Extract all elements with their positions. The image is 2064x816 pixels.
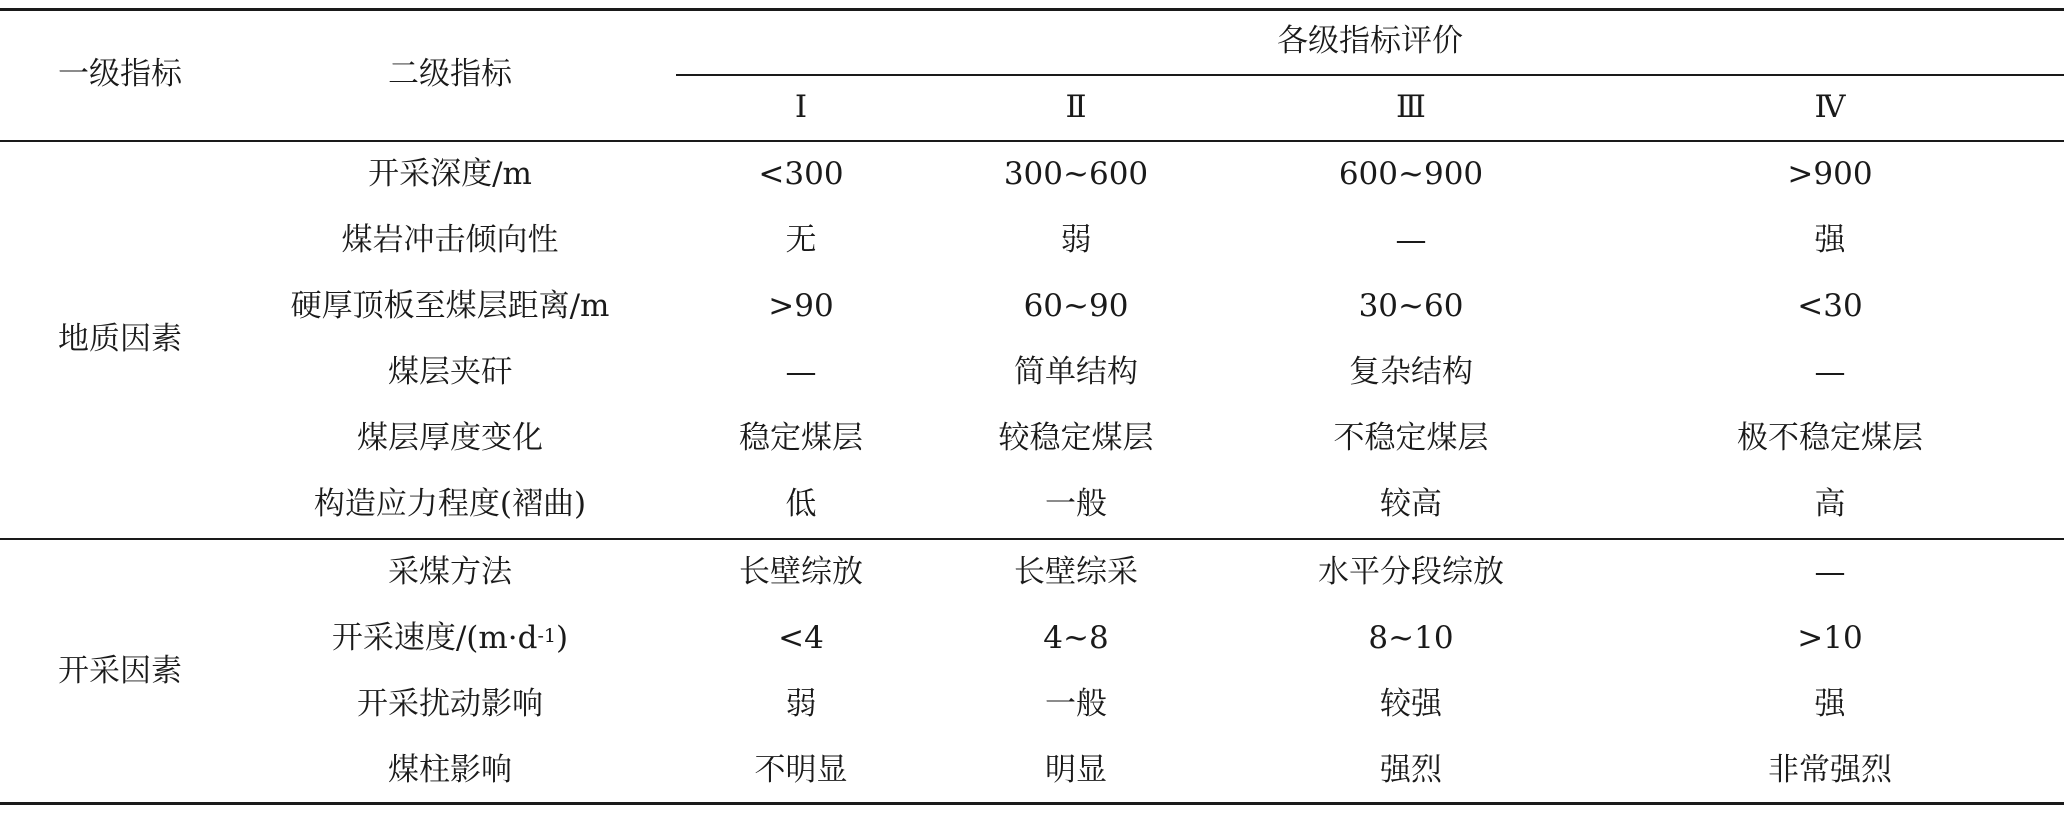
header-secondary-indicator: 二级指标 (388, 55, 512, 92)
row-indicator: 煤岩冲击倾向性 (341, 221, 559, 258)
cell-level-4: 极不稳定煤层 (1737, 419, 1923, 456)
cell-level-4: <30 (1797, 287, 1863, 324)
cell-level-2: 一般 (1045, 485, 1107, 522)
row-indicator-mining-speed: 开采速度/(m·d $^{-1}$ ) (331, 619, 569, 656)
cell-level-1: 长壁综放 (739, 553, 863, 590)
cell-level-2: 明显 (1045, 751, 1107, 788)
cell-level-1: 弱 (785, 685, 817, 722)
cell-level-4: >10 (1797, 619, 1863, 656)
cell-level-4: 强 (1814, 221, 1846, 258)
cell-level-3: 8~10 (1368, 619, 1454, 656)
cell-level-4: 非常强烈 (1768, 751, 1892, 788)
header-level-4: Ⅳ (1814, 88, 1846, 125)
cell-level-3: 复杂结构 (1349, 353, 1473, 390)
cell-level-3: 600~900 (1338, 155, 1484, 192)
row-indicator: 煤柱影响 (388, 751, 512, 788)
cell-level-2: 弱 (1060, 221, 1092, 258)
row-indicator: 硬厚顶板至煤层距离/m (290, 287, 610, 324)
header-level-3: Ⅲ (1396, 88, 1426, 125)
header-primary-indicator: 一级指标 (58, 55, 182, 92)
cell-level-3: 30~60 (1358, 287, 1464, 324)
cell-level-3: — (1395, 221, 1427, 258)
cell-level-3: 不稳定煤层 (1333, 419, 1489, 456)
cell-level-3: 较高 (1380, 485, 1442, 522)
cell-level-3: 水平分段综放 (1318, 553, 1504, 590)
header-evaluation-group: 各级指标评价 (1277, 22, 1463, 59)
header-level-1: Ⅰ (794, 88, 808, 125)
cell-level-1: 稳定煤层 (739, 419, 863, 456)
cell-level-3: 强烈 (1380, 751, 1442, 788)
row-indicator: 开采扰动影响 (357, 685, 543, 722)
mining-speed-label: 开采速度/(m·d (331, 619, 538, 656)
cell-level-1: 不明显 (754, 751, 848, 788)
row-indicator: 开采深度/m (368, 155, 532, 192)
cell-level-4: 强 (1814, 685, 1846, 722)
row-indicator: 构造应力程度(褶曲) (313, 485, 587, 522)
cell-level-2: 简单结构 (1014, 353, 1138, 390)
header-level-2: Ⅱ (1065, 88, 1087, 125)
row-indicator: 采煤方法 (388, 553, 512, 590)
cell-level-4: — (1814, 353, 1846, 390)
cell-level-1: <300 (758, 155, 844, 192)
mining-speed-tail: ) (556, 619, 569, 656)
cell-level-1: 低 (785, 485, 817, 522)
row-indicator: 煤层夹矸 (388, 353, 512, 390)
cell-level-3: 较强 (1380, 685, 1442, 722)
cell-level-1: 无 (785, 221, 817, 258)
cell-level-2: 长壁综采 (1014, 553, 1138, 590)
cell-level-2: 300~600 (1003, 155, 1149, 192)
cell-level-4: — (1814, 553, 1846, 590)
group-label-mining: 开采因素 (58, 652, 182, 689)
cell-level-1: <4 (778, 619, 824, 656)
row-indicator: 煤层厚度变化 (357, 419, 543, 456)
cell-level-4: >900 (1787, 155, 1873, 192)
cell-level-2: 较稳定煤层 (998, 419, 1154, 456)
cell-level-1: >90 (768, 287, 834, 324)
cell-level-1: — (785, 353, 817, 390)
cell-level-2: 一般 (1045, 685, 1107, 722)
group-label-geology: 地质因素 (58, 320, 182, 357)
cell-level-2: 60~90 (1023, 287, 1129, 324)
cell-level-2: 4~8 (1043, 619, 1109, 656)
cell-level-4: 高 (1814, 485, 1846, 522)
